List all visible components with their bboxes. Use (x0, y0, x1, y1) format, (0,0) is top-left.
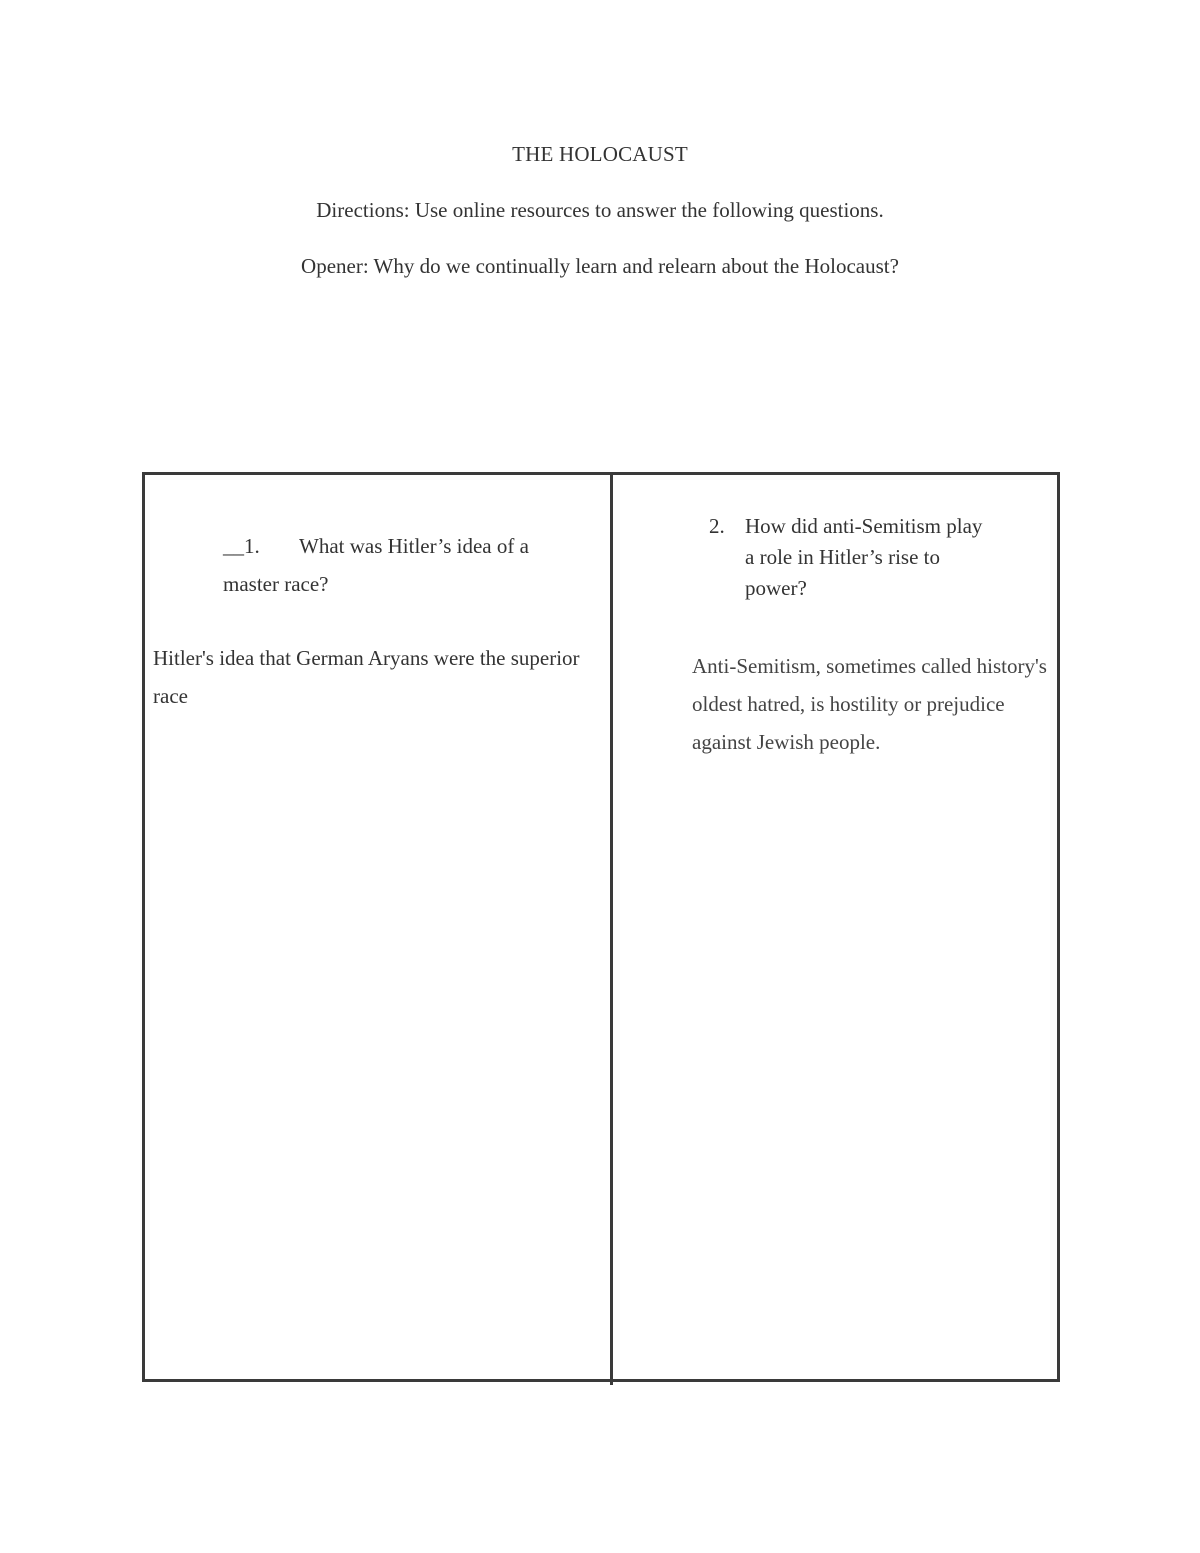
question-1 (223, 527, 583, 603)
question-table (142, 472, 1060, 1382)
answer-2: Anti-Semitism, sometimes called history's oldest hatred, is hostility or prejudice against Jewish people. (692, 654, 1047, 754)
answer-1: Hitler's idea that German Aryans were the superior race (153, 646, 580, 708)
question-2 (709, 511, 1009, 604)
question-1-text: What was Hitler’s idea of a master race? (223, 534, 529, 596)
question-1-number: __1. (223, 534, 260, 558)
question-cell-1 (145, 475, 610, 1379)
question-cell-2 (613, 475, 1060, 1379)
page-title: THE HOLOCAUST (512, 142, 688, 166)
opener-question: Opener: Why do we continually learn and relearn about the Holocaust? (301, 254, 899, 278)
question-2-text: How did anti-Semitism play a role in Hitler’s rise to power? (745, 514, 983, 600)
question-2-number: 2. (709, 514, 725, 538)
directions-text: Directions: Use online resources to answer the following questions. (316, 198, 884, 222)
